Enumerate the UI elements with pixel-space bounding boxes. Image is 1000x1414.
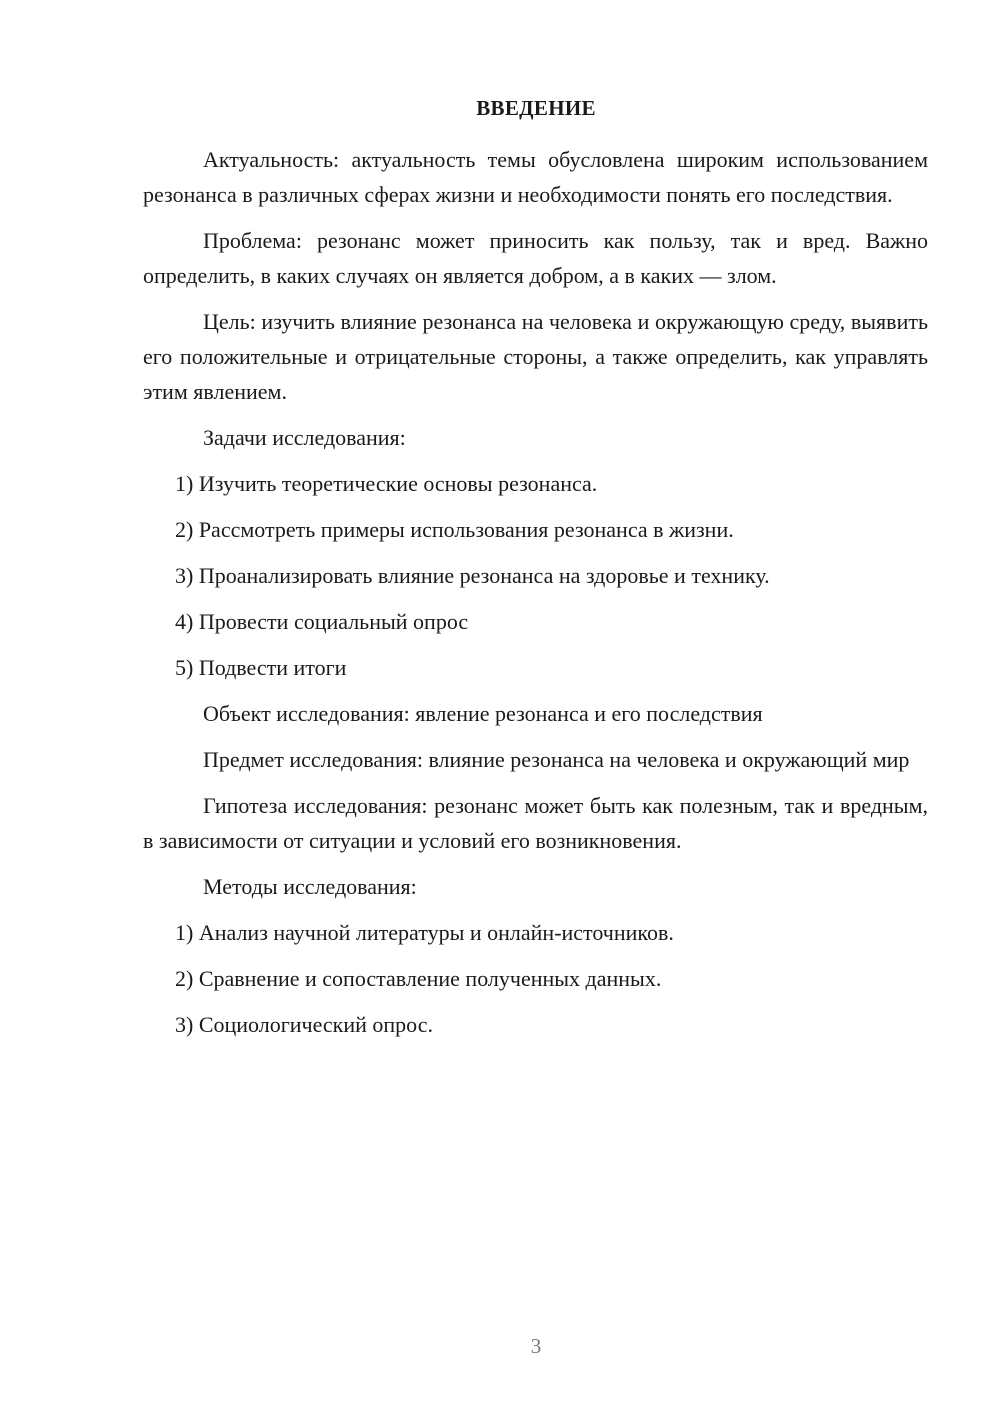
task-item: 2) Рассмотреть примеры использования резонанса в жизни. [175,517,734,542]
page-number: 3 [530,1334,542,1358]
method-item: 2) Сравнение и сопоставление полученных данных. [175,966,662,991]
method-item: 1) Анализ научной литературы и онлайн-источников. [175,920,674,945]
task-item: 1) Изучить теоретические основы резонанса. [175,471,598,496]
page-title: ВВЕДЕНИЕ [476,96,596,120]
object-paragraph: Объект исследования: явление резонанса и его последствия [203,701,763,726]
document-body [143,142,928,1053]
task-item: 3) Проанализировать влияние резонанса на здоровье и технику. [175,563,770,588]
task-item: 4) Провести социальный опрос [175,609,469,634]
relevance-paragraph: Актуальность: актуальность темы обусловлена широким использованием резонанса в различных сферах жизни и необходимости понять его последствия. [143,147,928,207]
problem-paragraph: Проблема: резонанс может приносить как пользу, так и вред. Важно определить, в каких случаях он является добром, а в каких — злом. [143,228,928,288]
task-item: 5) Подвести итоги [175,655,347,680]
tasks-heading: Задачи исследования: [203,425,406,450]
goal-paragraph: Цель: изучить влияние резонанса на человека и окружающую среду, выявить его положительные и отрицательные стороны, а также определить, как управлять этим явлением. [143,309,928,404]
subject-paragraph: Предмет исследования: влияние резонанса на человека и окружающий мир [203,747,910,772]
method-item: 3) Социологический опрос. [175,1012,433,1037]
hypothesis-paragraph: Гипотеза исследования: резонанс может быть как полезным, так и вредным, в зависимости от ситуации и условий его возникновения. [143,793,928,853]
methods-heading: Методы исследования: [203,874,417,899]
